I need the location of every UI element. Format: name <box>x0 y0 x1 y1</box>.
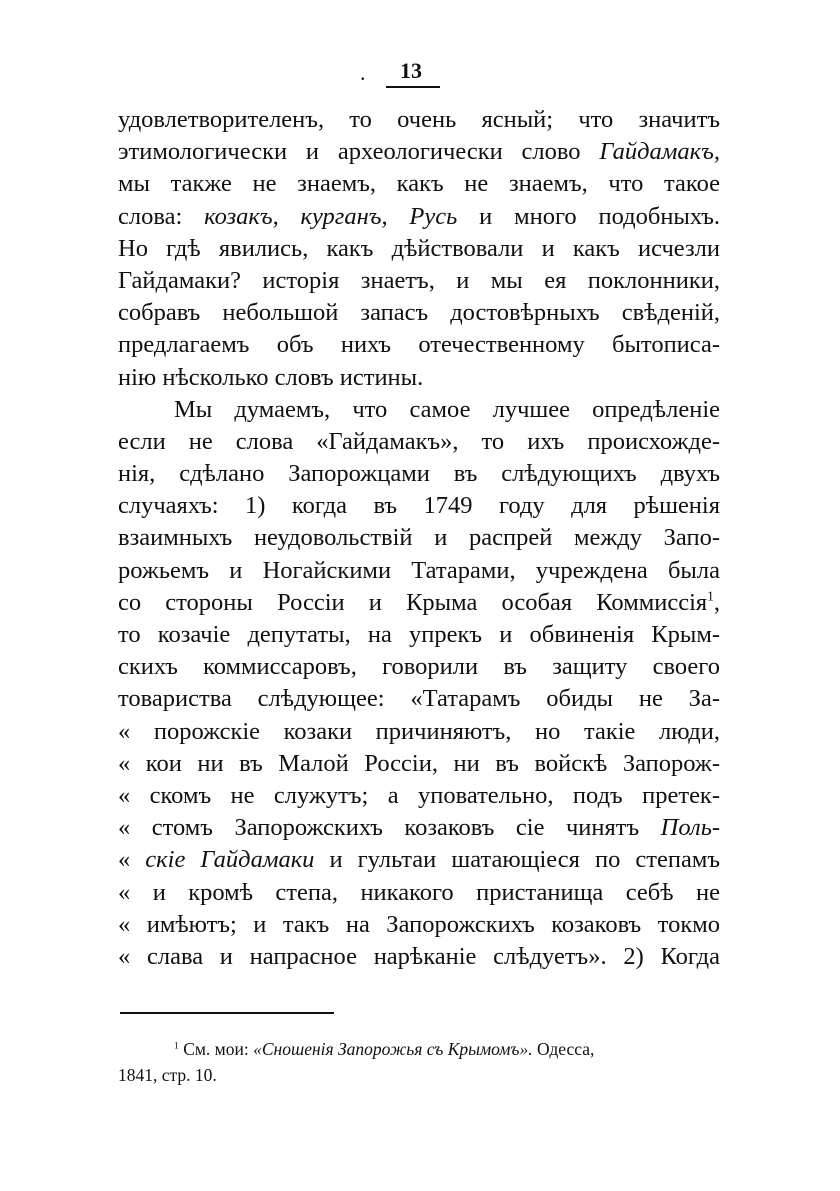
footnote-title: «Сношенія Запорожья съ Крымомъ». <box>253 1039 533 1059</box>
italic-term: Гайдамакъ, <box>599 138 720 166</box>
footnote-line <box>118 1036 720 1062</box>
text-line: если не слова «Гайдамакъ», то ихъ происхожде- <box>118 427 720 455</box>
text-line: нію нѣсколько словъ истины. <box>118 363 424 391</box>
footnote-text: Одесса, <box>532 1039 595 1059</box>
text-run: слова: <box>118 202 205 230</box>
italic-term: козакъ, курганъ, Русь <box>204 202 458 230</box>
text-line <box>118 201 720 233</box>
footnote-line: 1841, стр. 10. <box>118 1065 217 1085</box>
text-line: предлагаемъ объ нихъ отечественному бытописа- <box>118 331 720 359</box>
italic-term: скіе Гайдамаки <box>145 846 315 874</box>
text-run: и много подобныхъ. <box>457 202 720 230</box>
page-number-rule <box>386 86 440 88</box>
body-text <box>118 104 720 973</box>
text-line: Но гдѣ явились, какъ дѣйствовали и какъ исчезли <box>118 234 720 262</box>
header-dot: . <box>360 60 366 85</box>
text-line: « и кромѣ степа, никакого пристанища себѣ не <box>118 878 720 906</box>
text-line: скихъ коммиссаровъ, говорили въ защиту своего <box>118 653 720 681</box>
footnote-text: См. мои: <box>178 1039 254 1059</box>
text-line: « кои ни въ Малой Россіи, ни въ войскѣ Запорож- <box>118 749 720 777</box>
text-line: « имѣютъ; и такъ на Запорожскихъ козаковъ токмо <box>118 910 720 938</box>
text-run: , <box>713 588 720 616</box>
text-line: « порожскіе козаки причиняютъ, но такіе люди, <box>118 717 720 745</box>
text-line: Гайдамаки? исторія знаетъ, и мы ея поклонники, <box>118 266 720 294</box>
text-line: « скомъ не служутъ; а уповательно, подъ претек- <box>118 781 720 809</box>
text-line <box>118 587 720 619</box>
text-line: взаимныхъ неудовольствій и распрей между Запо- <box>118 524 720 552</box>
footnote-marker: 1 <box>174 1040 179 1052</box>
footnote-ref: 1 <box>707 588 714 604</box>
text-run: « стомъ Запорожскихъ козаковъ сіе чинятъ <box>118 814 661 842</box>
footnote-rule <box>120 1012 334 1014</box>
text-line: собравъ небольшой запасъ достовѣрныхъ свѣденій, <box>118 299 720 327</box>
text-line: товариства слѣдующее: «Татарамъ обиды не За- <box>118 685 720 713</box>
text-line: то козачіе депутаты, на упрекъ и обвиненія Крым- <box>118 621 720 648</box>
text-run: и гультаи шатающіеся по степамъ <box>314 846 720 874</box>
footnote <box>118 1036 720 1088</box>
text-run: со стороны Россіи и Крыма особая Коммиссія <box>118 588 708 616</box>
text-line: мы также не знаемъ, какъ не знаемъ, что такое <box>118 170 720 198</box>
text-line: удовлетворителенъ, то очень ясный; что значитъ <box>118 106 720 133</box>
page-header <box>360 56 450 90</box>
text-run: этимологически и археологически слово <box>118 138 600 166</box>
text-line <box>118 136 720 168</box>
text-line <box>118 812 720 844</box>
text-line: « слава и напрасное нарѣканіе слѣдуетъ». 2) Когда <box>118 942 720 970</box>
italic-term: Поль- <box>660 814 720 842</box>
text-line <box>118 844 720 876</box>
text-run: « <box>118 846 146 874</box>
text-line: рожьемъ и Ногайскими Татарами, учреждена была <box>118 556 720 584</box>
text-line: Мы думаемъ, что самое лучшее опредѣленіе <box>174 395 720 423</box>
page-number: 13 <box>400 58 422 83</box>
text-line: случаяхъ: 1) когда въ 1749 году для рѣшенія <box>118 492 720 520</box>
text-line: нія, сдѣлано Запорожцами въ слѣдующихъ двухъ <box>118 460 720 488</box>
